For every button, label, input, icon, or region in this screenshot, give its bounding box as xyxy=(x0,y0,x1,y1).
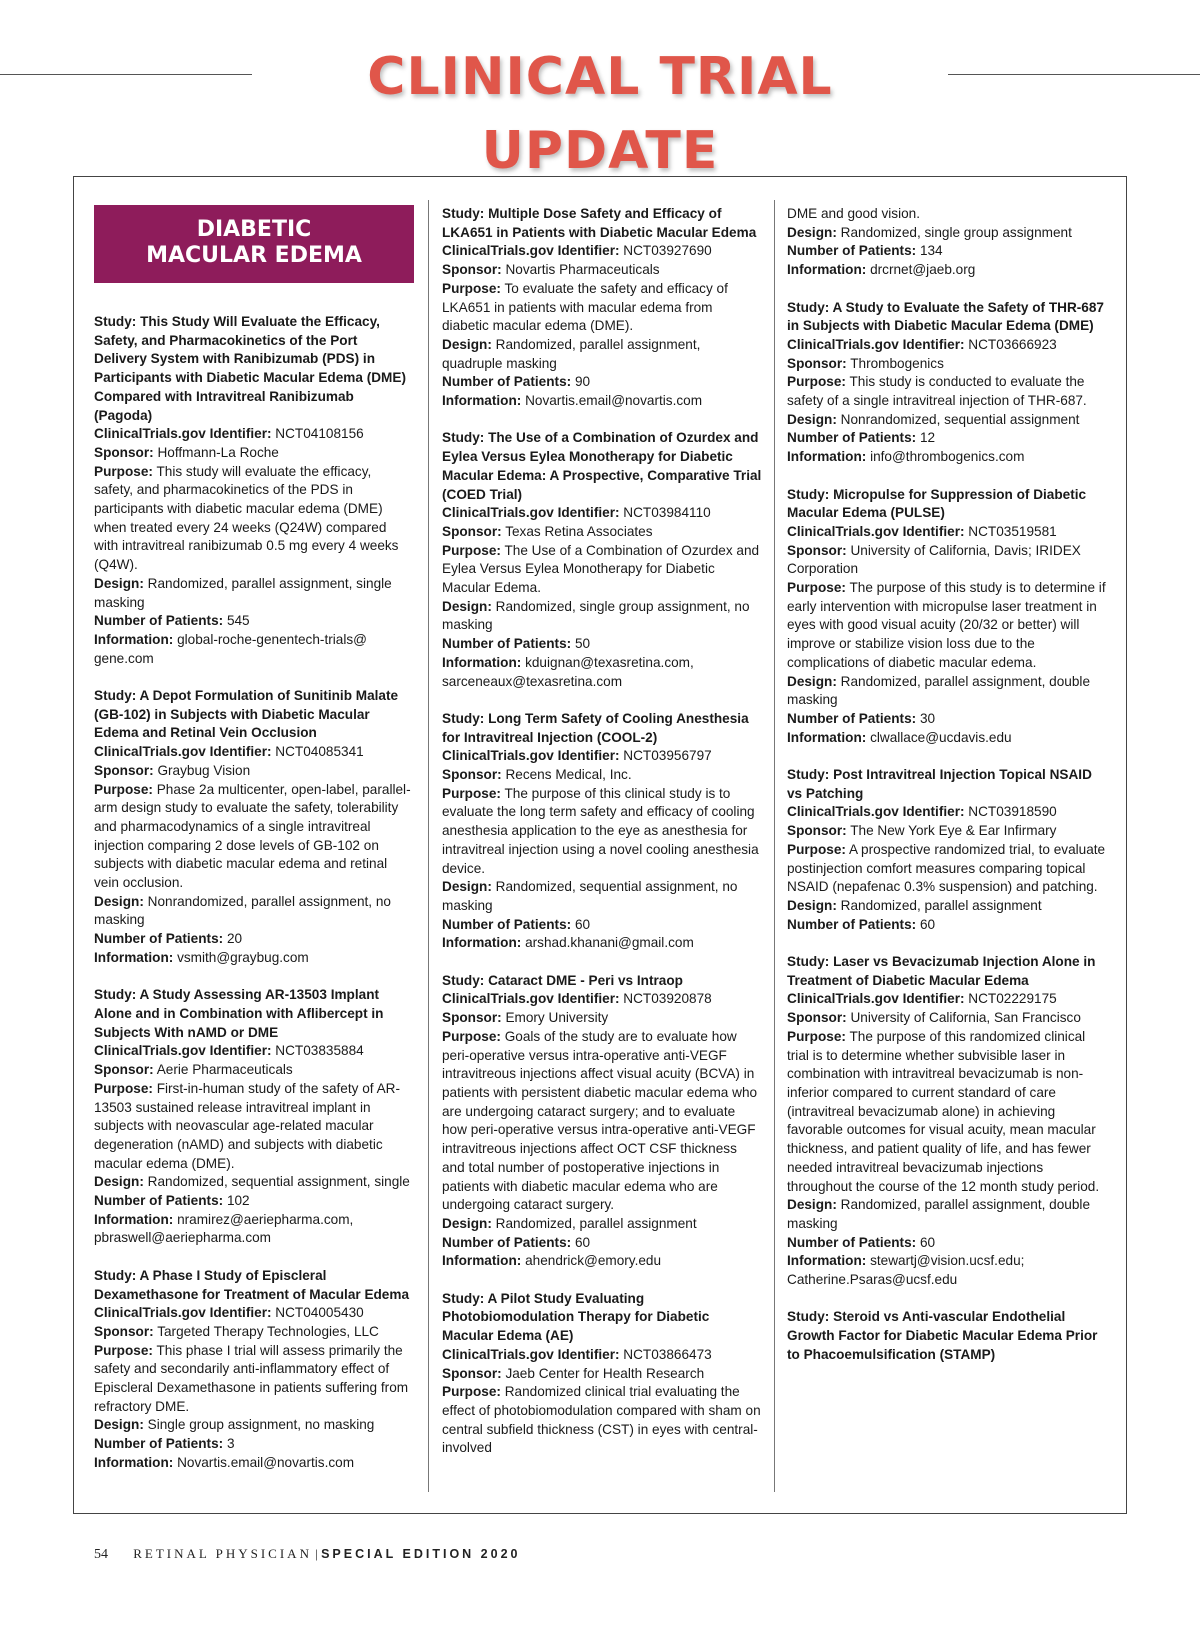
field-value: Randomized, parallel assignment, quadruple masking xyxy=(442,336,701,371)
study-title: Study: A Study Assessing AR-13503 Implant Alone and in Combination with Aflibercept in Subjects With nAMD or DME xyxy=(94,987,384,1040)
study-entry xyxy=(787,1308,1107,1364)
field-value: NCT04108156 xyxy=(275,426,364,442)
field-value[interactable]: stewartj@vision.ucsf.edu; Catherine.Psaras@ucsf.edu xyxy=(787,1253,1025,1288)
field-label: Information: xyxy=(787,262,867,278)
field-label: Number of Patients: xyxy=(94,931,224,947)
field-label: Design: xyxy=(442,336,492,352)
study-field-info xyxy=(94,1211,414,1248)
field-value: Nonrandomized, parallel assignment, no masking xyxy=(94,893,391,928)
field-label: ClinicalTrials.gov Identifier: xyxy=(442,243,620,259)
field-value: Randomized, sequential assignment, single xyxy=(147,1174,410,1190)
field-value[interactable]: nramirez@aeriepharma.com, pbraswell@aeriepharma.com xyxy=(94,1211,354,1246)
field-label: Purpose: xyxy=(442,280,501,296)
field-label: ClinicalTrials.gov Identifier: xyxy=(94,426,272,442)
field-value: NCT03927690 xyxy=(623,243,712,259)
field-label: Number of Patients: xyxy=(442,374,572,390)
study-field-id xyxy=(442,504,762,523)
field-label: Design: xyxy=(442,1215,492,1231)
study-field-patients xyxy=(94,612,414,631)
field-value: 20 xyxy=(226,931,243,947)
study-title: Study: Laser vs Bevacizumab Injection Alone in Treatment of Diabetic Macular Edema xyxy=(787,954,1096,988)
study-entry xyxy=(442,1290,762,1458)
field-value: Randomized, parallel assignment, double masking xyxy=(787,673,1091,708)
study-title: Study: Micropulse for Suppression of Diabetic Macular Edema (PULSE) xyxy=(787,486,1087,521)
study-field-sponsor xyxy=(442,523,762,542)
study-field-purpose xyxy=(94,1342,414,1417)
field-label: Design: xyxy=(94,893,144,909)
study-field-sponsor xyxy=(94,1323,414,1342)
study-field-design xyxy=(94,1173,414,1192)
field-label: Sponsor: xyxy=(442,262,502,278)
study-entry xyxy=(787,299,1107,467)
study-entry xyxy=(442,710,762,953)
study-field-patients xyxy=(94,1192,414,1211)
study-field-design xyxy=(94,1416,414,1435)
study-field-sponsor xyxy=(442,766,762,785)
field-value[interactable]: Novartis.email@novartis.com xyxy=(177,1454,355,1470)
field-label: Sponsor: xyxy=(787,823,847,839)
study-field-id xyxy=(787,336,1107,355)
field-value: 60 xyxy=(574,1234,591,1250)
field-label: Sponsor: xyxy=(787,542,847,558)
field-value: 102 xyxy=(226,1193,250,1209)
study-title: Study: Steroid vs Anti-vascular Endothelial Growth Factor for Diabetic Macular Edema Prior to Phacoemulsification (STAMP) xyxy=(787,1309,1098,1362)
study-field-purpose xyxy=(442,785,762,879)
field-label: Sponsor: xyxy=(787,355,847,371)
field-label: ClinicalTrials.gov Identifier: xyxy=(442,748,620,764)
study-entry xyxy=(787,953,1107,1290)
study-field-design xyxy=(442,878,762,915)
field-label: Number of Patients: xyxy=(787,916,917,932)
field-value: NCT03835884 xyxy=(275,1043,364,1059)
field-value: Randomized, sequential assignment, no masking xyxy=(442,879,738,913)
study-field-purpose xyxy=(94,463,414,575)
field-value: NCT03920878 xyxy=(623,991,712,1007)
study-field-patients xyxy=(787,242,1107,261)
field-label: Purpose: xyxy=(94,463,153,479)
study-title: Study: Cataract DME - Peri vs Intraop xyxy=(442,972,683,988)
field-value: University of California, Davis; IRIDEX Corporation xyxy=(787,542,1081,577)
field-label: Sponsor: xyxy=(94,1323,154,1339)
study-entry xyxy=(94,986,414,1248)
field-label: Sponsor: xyxy=(442,1010,502,1026)
field-value: Graybug Vision xyxy=(157,762,251,778)
field-label: Sponsor: xyxy=(94,762,154,778)
study-entry xyxy=(94,687,414,968)
study-field-purpose xyxy=(442,1383,762,1458)
study-field-id xyxy=(442,990,762,1009)
field-value[interactable]: global-roche-genentech-trials@ gene.com xyxy=(94,631,367,666)
field-label: ClinicalTrials.gov Identifier: xyxy=(442,1346,620,1362)
study-field-patients xyxy=(787,710,1107,729)
header-rule-left xyxy=(0,74,252,75)
field-value: Phase 2a multicenter, open-label, parallel-arm design study to evaluate the safety, tolerability and pharmacodynamics of a single intravitreal injection comparing 2 dose levels of GB-102 on subjects with diabetic macular edema and retinal vein occlusion. xyxy=(94,781,411,891)
column-1 xyxy=(94,205,414,1505)
column-divider xyxy=(428,200,429,1492)
field-value: 60 xyxy=(919,1234,936,1250)
study-field-info xyxy=(94,949,414,968)
study-field-patients xyxy=(442,1234,762,1253)
study-field-purpose xyxy=(442,542,762,598)
study-field-id xyxy=(94,743,414,762)
study-field-info xyxy=(442,392,762,411)
study-entry xyxy=(787,766,1107,934)
study-field-purpose xyxy=(787,1028,1107,1196)
field-value: Single group assignment, no masking xyxy=(147,1417,375,1433)
study-field-info xyxy=(94,631,414,668)
field-value: The Use of a Combination of Ozurdex and Eylea Versus Eylea Monotherapy for Diabetic Macular Edema. xyxy=(442,542,760,596)
field-label: Sponsor: xyxy=(442,523,502,539)
field-label: Purpose: xyxy=(442,1384,501,1400)
field-value: Randomized clinical trial evaluating the effect of photobiomodulation compared with sham on central subfield thickness (CST) in eyes with central-involved xyxy=(442,1384,761,1456)
study-field-id xyxy=(442,747,762,766)
field-label: Sponsor: xyxy=(94,1062,154,1078)
field-label: Purpose: xyxy=(787,1028,846,1044)
study-field-id xyxy=(94,1042,414,1061)
study-field-design xyxy=(787,1196,1107,1233)
field-value: NCT04085341 xyxy=(275,744,364,760)
field-label: Information: xyxy=(442,654,522,670)
field-label: Information: xyxy=(94,1454,174,1470)
field-value: 90 xyxy=(574,374,591,390)
study-field-purpose xyxy=(442,280,762,336)
field-value[interactable]: drcrnet@jaeb.org xyxy=(870,262,976,278)
study-field-patients xyxy=(787,1234,1107,1253)
study-field-design xyxy=(94,893,414,930)
study-entry xyxy=(94,1267,414,1473)
field-label: Information: xyxy=(787,729,867,745)
field-label: ClinicalTrials.gov Identifier: xyxy=(94,1043,272,1059)
study-field-design xyxy=(94,575,414,612)
field-value: 60 xyxy=(919,916,936,932)
publication-name: RETINAL PHYSICIAN xyxy=(133,1546,312,1561)
field-label: Sponsor: xyxy=(787,1010,847,1026)
study-field-design xyxy=(787,411,1107,430)
study-field-id xyxy=(787,990,1107,1009)
study-field-design xyxy=(442,598,762,635)
study-field-sponsor xyxy=(442,1009,762,1028)
study-field-id xyxy=(787,523,1107,542)
page-number: 54 xyxy=(94,1547,108,1562)
study-entry xyxy=(787,205,1107,280)
study-field-sponsor xyxy=(94,1061,414,1080)
field-value: 12 xyxy=(919,430,936,446)
study-field-sponsor xyxy=(787,355,1107,374)
field-label: Design: xyxy=(94,575,144,591)
field-value: NCT03519581 xyxy=(968,523,1057,539)
field-label: Information: xyxy=(94,1211,174,1227)
field-label: Number of Patients: xyxy=(94,1193,224,1209)
study-title: Study: Long Term Safety of Cooling Anesthesia for Intravitreal Injection (COOL-2) xyxy=(442,710,749,745)
field-label: Information: xyxy=(787,1253,867,1269)
page-title: CLINICAL TRIAL UPDATE xyxy=(367,47,833,181)
field-value: NCT04005430 xyxy=(275,1305,364,1321)
field-label: Number of Patients: xyxy=(442,636,572,652)
field-value: 3 xyxy=(226,1436,235,1452)
field-label: Number of Patients: xyxy=(787,430,917,446)
field-label: Sponsor: xyxy=(442,1365,502,1381)
field-label: Design: xyxy=(787,673,837,689)
field-value: NCT03984110 xyxy=(623,505,711,521)
study-field-sponsor xyxy=(94,762,414,781)
study-title: Study: A Depot Formulation of Sunitinib Malate (GB-102) in Subjects with Diabetic Macular Edema and Retinal Vein Occlusion xyxy=(94,688,399,741)
field-value: 30 xyxy=(919,710,936,726)
study-field-info xyxy=(442,654,762,691)
field-label: ClinicalTrials.gov Identifier: xyxy=(94,744,272,760)
study-title: Study: Post Intravitreal Injection Topical NSAID vs Patching xyxy=(787,767,1092,801)
field-value: NCT03866473 xyxy=(623,1346,712,1362)
field-value: The purpose of this study is to determine if early intervention with micropulse laser treatment in eyes with good visual acuity (20/32 or better) will improve or stabilize vision loss due to the complications of diabetic macular edema. xyxy=(787,580,1106,670)
field-value[interactable]: Novartis.email@novartis.com xyxy=(525,393,703,409)
field-value: NCT03956797 xyxy=(623,748,712,764)
field-label: ClinicalTrials.gov Identifier: xyxy=(787,804,965,820)
field-value[interactable]: arshad.khanani@gmail.com xyxy=(525,935,694,951)
field-label: ClinicalTrials.gov Identifier: xyxy=(787,523,965,539)
study-title: Study: A Pilot Study Evaluating Photobiomodulation Therapy for Diabetic Macular Edema (AE) xyxy=(442,1290,710,1344)
field-value: University of California, San Francisco xyxy=(850,1010,1081,1026)
field-label: Purpose: xyxy=(442,785,501,801)
field-label: ClinicalTrials.gov Identifier: xyxy=(94,1305,272,1321)
field-label: Design: xyxy=(787,411,837,427)
field-value: 50 xyxy=(574,636,591,652)
field-value[interactable]: ahendrick@emory.edu xyxy=(525,1253,662,1269)
study-field-sponsor xyxy=(94,444,414,463)
study-field-info xyxy=(787,448,1107,467)
field-label: Number of Patients: xyxy=(787,1234,917,1250)
study-field-patients xyxy=(94,930,414,949)
field-label: Purpose: xyxy=(442,1028,501,1044)
field-label: Design: xyxy=(94,1174,144,1190)
study-field-id xyxy=(442,1346,762,1365)
study-entry xyxy=(94,313,414,668)
field-value: NCT03918590 xyxy=(968,804,1057,820)
header-rule-right xyxy=(948,74,1200,75)
field-label: Number of Patients: xyxy=(442,1234,572,1250)
field-label: Design: xyxy=(787,1197,837,1213)
study-field-purpose xyxy=(787,579,1107,673)
field-label: Design: xyxy=(442,879,492,895)
field-label: Design: xyxy=(442,598,492,614)
study-field-purpose xyxy=(94,781,414,893)
field-value: Targeted Therapy Technologies, LLC xyxy=(157,1323,379,1339)
page-header xyxy=(0,40,1200,181)
field-label: Purpose: xyxy=(787,841,846,857)
study-field-purpose xyxy=(787,373,1107,410)
field-label: Information: xyxy=(442,393,522,409)
study-field-info xyxy=(442,934,762,953)
study-field-info xyxy=(442,1252,762,1271)
field-value: 545 xyxy=(226,613,250,629)
field-value: Emory University xyxy=(505,1010,609,1026)
field-label: Number of Patients: xyxy=(94,1436,224,1452)
field-value[interactable]: clwallace@ucdavis.edu xyxy=(870,729,1012,745)
field-label: Information: xyxy=(94,949,174,965)
study-field-sponsor xyxy=(787,542,1107,579)
section-title-line: DIABETIC xyxy=(196,217,312,242)
study-field-patients xyxy=(442,916,762,935)
field-value[interactable]: vsmith@graybug.com xyxy=(177,949,309,965)
field-label: Information: xyxy=(442,1253,522,1269)
study-field-sponsor xyxy=(442,1365,762,1384)
study-field-design xyxy=(787,897,1107,916)
study-field-patients xyxy=(442,373,762,392)
field-label: Purpose: xyxy=(787,580,846,596)
column-3 xyxy=(787,205,1107,1505)
field-label: Design: xyxy=(787,897,837,913)
footer-separator: | xyxy=(311,1546,322,1561)
field-value: A prospective randomized trial, to evaluate postinjection comfort measures comparing topical NSAID (nepafenac 0.3% suspension) and patching. xyxy=(787,841,1106,895)
study-field-design xyxy=(787,224,1107,243)
field-value: Nonrandomized, sequential assignment xyxy=(840,411,1080,427)
study-field-design xyxy=(787,673,1107,710)
field-value: Thrombogenics xyxy=(850,355,944,371)
field-value: 60 xyxy=(574,916,591,932)
section-banner xyxy=(94,205,414,283)
field-value: First-in-human study of the safety of AR-13503 sustained release intravitreal implant in subjects with neovascular age-related macular degeneration (nAMD) and subjects with diabetic macular edema (DME). xyxy=(94,1080,400,1171)
study-title: Study: Multiple Dose Safety and Efficacy of LKA651 in Patients with Diabetic Macular Edema xyxy=(442,206,757,240)
study-entry xyxy=(442,205,762,411)
field-label: ClinicalTrials.gov Identifier: xyxy=(442,505,620,521)
study-title: Study: The Use of a Combination of Ozurdex and Eylea Versus Eylea Monotherapy for Diabetic Macular Edema: A Prospective, Comparative Trial (COED Trial) xyxy=(442,430,762,502)
field-value: Novartis Pharmaceuticals xyxy=(505,262,660,278)
study-field-patients xyxy=(787,916,1107,935)
field-label: Purpose: xyxy=(94,781,153,797)
study-title: Study: A Phase I Study of Episcleral Dexamethasone for Treatment of Macular Edema xyxy=(94,1267,410,1302)
field-value: To evaluate the safety and efficacy of LKA651 in patients with macular edema from diabetic macular edema (DME). xyxy=(442,280,728,334)
field-label: Number of Patients: xyxy=(94,613,224,629)
column-2 xyxy=(442,205,762,1505)
study-title: Study: This Study Will Evaluate the Efficacy, Safety, and Pharmacokinetics of the Port Delivery System with Ranibizumab (PDS) in Participants with Diabetic Macular Edema (DME) Compared with Intravitreal Ranibizumab (Pagoda) xyxy=(94,314,406,423)
study-field-sponsor xyxy=(787,1009,1107,1028)
study-field-design xyxy=(442,1215,762,1234)
study-field-id xyxy=(442,242,762,261)
study-field-purpose xyxy=(442,1028,762,1215)
study-field-info xyxy=(787,1252,1107,1289)
field-label: Purpose: xyxy=(94,1080,153,1096)
study-field-patients xyxy=(787,429,1107,448)
field-value: This phase I trial will assess primarily the safety and secondarily anti-inflammatory effect of Episcleral Dexamethasone in patients suffering from refractory DME. xyxy=(94,1342,409,1414)
field-value: Jaeb Center for Health Research xyxy=(505,1365,705,1381)
page-footer xyxy=(94,1546,520,1563)
field-label: Purpose: xyxy=(787,374,846,390)
field-value: This study will evaluate the efficacy, safety, and pharmacokinetics of the PDS in participants with diabetic macular edema (DME) when treated every 24 weeks (Q24W) compared with intravitreal ranibizumab 0.5 mg every 4 weeks (Q4W). xyxy=(94,463,399,573)
field-value: Randomized, parallel assignment xyxy=(495,1215,697,1231)
study-field-sponsor xyxy=(442,261,762,280)
field-value: The purpose of this randomized clinical trial is to determine whether subvisible laser in combination with intravitreal bevacizumab is non-inferior compared to current standard of care (intravitreal bevacizumab alone) in achieving favorable outcomes for visual acuity, mean macular thickness, and patient quality of life, and has fewer needed intravitreal bevacizumab injections throughout the course of the 12 month study period. xyxy=(787,1028,1100,1194)
field-label: Information: xyxy=(442,935,522,951)
field-label: ClinicalTrials.gov Identifier: xyxy=(787,991,965,1007)
field-value: Randomized, single group assignment, no masking xyxy=(442,598,750,633)
study-field-design xyxy=(442,336,762,373)
field-label: Purpose: xyxy=(94,1342,153,1358)
study-field-info xyxy=(787,261,1107,280)
field-value: NCT03666923 xyxy=(968,336,1057,352)
field-label: Information: xyxy=(94,631,174,647)
field-value: Randomized, parallel assignment, single masking xyxy=(94,575,392,610)
field-label: Sponsor: xyxy=(442,767,502,783)
field-value: Randomized, parallel assignment xyxy=(840,897,1042,913)
section-title-line: MACULAR EDEMA xyxy=(146,243,362,268)
study-field-purpose xyxy=(787,841,1107,897)
field-value: Goals of the study are to evaluate how peri-operative versus intra-operative anti-VEGF intravitreous injections affect visual acuity (BCVA) in patients with persistent diabetic macular edema who are undergoing cataract surgery; and to evaluate how peri-operative versus intra-operative anti-VEGF intravitreous injections affect OCT CSF thickness and total number of postoperative injections in patients with diabetic macular edema who are undergoing cataract surgery. xyxy=(442,1028,758,1213)
field-value: NCT02229175 xyxy=(968,991,1057,1007)
field-value: Aerie Pharmaceuticals xyxy=(156,1062,293,1078)
field-value: 134 xyxy=(919,243,943,259)
field-label: Number of Patients: xyxy=(787,710,917,726)
study-title: Study: A Study to Evaluate the Safety of THR-687 in Subjects with Diabetic Macular Edema (DME) xyxy=(787,299,1104,334)
study-field-id xyxy=(787,803,1107,822)
field-label: Number of Patients: xyxy=(442,916,572,932)
study-entry xyxy=(442,972,762,1271)
study-field-id xyxy=(94,425,414,444)
study-entry xyxy=(442,429,762,691)
edition-label: SPECIAL EDITION 2020 xyxy=(321,1547,521,1561)
field-value: Hoffmann-La Roche xyxy=(157,444,279,460)
field-label: Purpose: xyxy=(442,542,501,558)
field-label: Design: xyxy=(94,1417,144,1433)
field-label: ClinicalTrials.gov Identifier: xyxy=(787,336,965,352)
study-field-patients xyxy=(94,1435,414,1454)
field-value: This study is conducted to evaluate the safety of a single intravitreal injection of THR-687. xyxy=(787,374,1087,409)
field-value: Randomized, single group assignment xyxy=(840,224,1072,240)
study-field-purpose xyxy=(94,1080,414,1174)
column-divider xyxy=(774,200,775,1492)
study-continued-text: DME and good vision. xyxy=(787,206,920,221)
study-field-sponsor xyxy=(787,822,1107,841)
field-value: The New York Eye & Ear Infirmary xyxy=(850,823,1057,839)
field-label: Number of Patients: xyxy=(787,243,917,259)
study-field-patients xyxy=(442,635,762,654)
field-value: Randomized, parallel assignment, double masking xyxy=(787,1197,1091,1231)
field-value[interactable]: kduignan@texasretina.com, sarceneaux@texasretina.com xyxy=(442,654,694,689)
study-entry xyxy=(787,486,1107,748)
field-label: ClinicalTrials.gov Identifier: xyxy=(442,991,620,1007)
study-field-id xyxy=(94,1304,414,1323)
field-value: Texas Retina Associates xyxy=(505,523,653,539)
field-value: Recens Medical, Inc. xyxy=(505,767,632,783)
field-label: Sponsor: xyxy=(94,444,154,460)
field-value[interactable]: info@thrombogenics.com xyxy=(870,449,1025,465)
field-value: The purpose of this clinical study is to evaluate the long term safety and efficacy of cooling anesthesia application to the eye as anesthesia for intravitreal injection using a novel cooling anesthesia device. xyxy=(442,785,759,876)
study-field-info xyxy=(94,1454,414,1473)
study-field-info xyxy=(787,729,1107,748)
field-label: Design: xyxy=(787,224,837,240)
field-label: Information: xyxy=(787,449,867,465)
